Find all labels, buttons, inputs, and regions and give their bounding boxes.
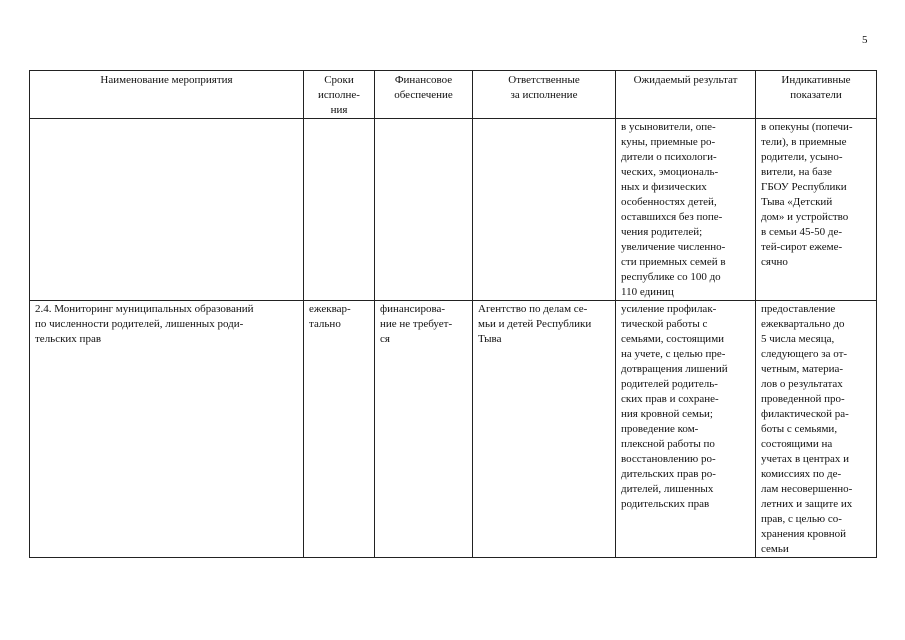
page-number: 5 <box>862 34 868 46</box>
cell-indicators: предоставление ежеквартально до 5 числа месяца, следующего за от- четным, материа- лов о результатах проведенной про- филактической ра- боты с семьями, состоящими на учетах в центрах и комиссиях по де- лам несовершенно- летних и защите их прав, с целью со- хранения кровной семьи <box>756 301 877 558</box>
cell-responsible: Агентство по делам се- мьи и детей Республики Тыва <box>473 301 616 558</box>
cell-expected-result: усиление профилак- тической работы с семьями, состоящими на учете, с целью пре- дотвращения лишений родителей родитель- ских прав и сохране- ния кровной семьи; проведение ком- плексной работы по восстановлению ро- дительских прав ро- дителей, лишенных родительских прав <box>616 301 756 558</box>
cell-financing: финансирова- ние не требует- ся <box>375 301 473 558</box>
measures-table <box>29 70 877 558</box>
cell-expected-result: в усыновители, опе- куны, приемные ро- дители о психологи- ческих, эмоциональ- ных и физических особенностях детей, оставшихся без попе- чения родителей; увеличение численно- сти приемных семей в республике со 100 до 110 единиц <box>616 119 756 301</box>
cell-measure-name <box>30 119 304 301</box>
header-measure-name: Наименование мероприятия <box>30 71 304 119</box>
header-responsible: Ответственные за исполнение <box>473 71 616 119</box>
header-financing: Финансовое обеспечение <box>375 71 473 119</box>
table-header-row <box>30 71 877 119</box>
cell-measure-name: 2.4. Мониторинг муниципальных образований по численности родителей, лишенных роди- тельских прав <box>30 301 304 558</box>
cell-deadlines: ежеквар- тально <box>304 301 375 558</box>
cell-responsible <box>473 119 616 301</box>
cell-indicators: в опекуны (попечи- тели), в приемные родители, усыно- вители, на базе ГБОУ Республики Тыва «Детский дом» и устройство в семьи 45-50 де- тей-сирот ежеме- сячно <box>756 119 877 301</box>
header-expected-result: Ожидаемый результат <box>616 71 756 119</box>
cell-deadlines <box>304 119 375 301</box>
cell-financing <box>375 119 473 301</box>
header-indicators: Индикативные показатели <box>756 71 877 119</box>
header-deadlines: Сроки исполне- ния <box>304 71 375 119</box>
table-row <box>30 119 877 301</box>
table-row <box>30 301 877 558</box>
